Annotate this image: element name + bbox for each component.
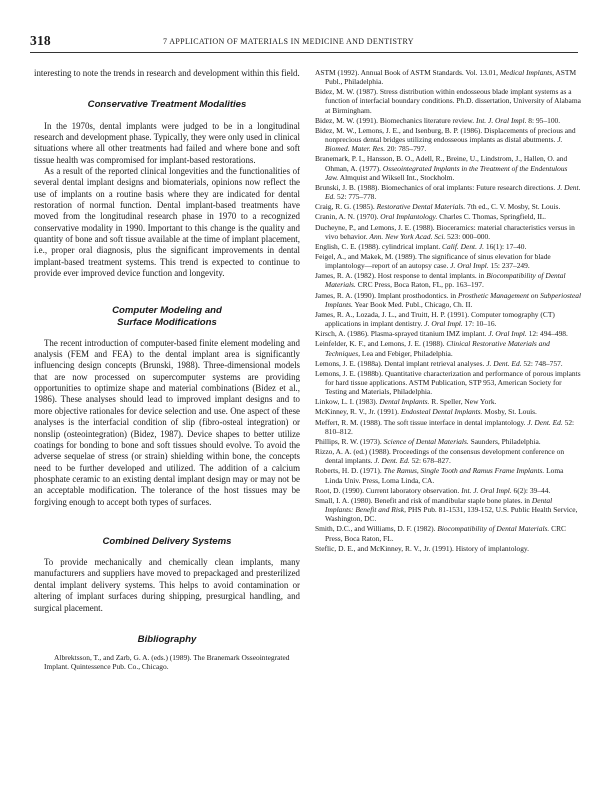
- running-head: 7 APPLICATION OF MATERIALS IN MEDICINE AND DENTISTRY: [163, 37, 414, 46]
- reference-entry: [315, 447, 581, 465]
- reference-text: Almquist and Wiksell Int., Stockholm.: [338, 172, 455, 182]
- reference-text: Bidez, M. W. (1987). Stress distribution within endosseous blade implant systems as a function of interfacial boundary conditions. Ph.D. dissertation, University of Alabama at Birmingham.: [315, 87, 581, 115]
- reference-text: 20: 785–797.: [385, 144, 427, 154]
- reference-entry: [315, 486, 581, 495]
- paragraph: The recent introduction of computer-based finite element modeling and analysis (FEM and FEA) to the dental implant area is significantly influencing design concepts (Brunski, 1988). Three-dimensional models that are now processed on supercomputer systems are providing opportunities to optimize shape and material combinations (Bidez et al., 1986). These analyses should lead to improved implant designs and to more objective rationales for device selection and use. One aspect of these analyses is the interfacial condition of slip (fibro-osteal integration) or nonslip (osteointegration) (Bidez, 1987). Device shapes to better utilize coatings for bonding to bone and soft tissues should evolve. To avoid the adverse sequelae of stress (or strain) shielding within bone, the concepts need to be further developed and utilized. The addition of a calcium phosphate ceramic to an existing dental implant design may or may not be an acceptable modification. The tolerance of the host tissues may be forgiving enough to accept both types of surfaces.: [34, 337, 300, 507]
- reference-text: Year Book Med. Publ., Chicago, Ch. II.: [352, 299, 473, 309]
- reference-text: 17: 10–16.: [462, 319, 497, 329]
- reference-text: Smith, D.C., and Williams, D. F. (1982).: [315, 524, 438, 534]
- reference-text: James, R. A., Lozada, J. L., and Truitt, H. P. (1991). Computer tomography (CT) applications in implant dentistry.: [315, 309, 555, 329]
- reference-title: Biocompatibility of Dental Materials.: [437, 524, 550, 534]
- reference-text: Lemons, J. E. (1988a). Dental implant retrieval analyses.: [315, 358, 487, 368]
- reference-title: Int. J. Oral Impl.: [476, 115, 527, 125]
- reference-text: James, R. A. (1990). Implant prosthodontics. in: [315, 290, 458, 300]
- header-rule: [30, 52, 578, 53]
- reference-text: 52: 748–757.: [521, 358, 563, 368]
- reference-title: J. Oral Impl.: [450, 261, 489, 271]
- reference-text: Craig, R. G. (1985).: [315, 202, 377, 212]
- paragraph: To provide mechanically and chemically clean implants, many manufacturers and suppliers have moved to prepackaged and presterilized dental implant delivery systems. This helps to avoid contamination or altering of implant surfaces during shipping, presurgical handling, and surgical placement.: [34, 557, 300, 613]
- left-column: [34, 68, 300, 671]
- reference-text: Root, D. (1990). Current laboratory observation.: [315, 485, 462, 495]
- page-number: 318: [30, 33, 51, 48]
- reference-entry: [315, 126, 581, 153]
- reference-text: ASTM (1992). Annual Book of ASTM Standards. Vol. 13.01,: [315, 68, 500, 77]
- reference-title: The Ramus, Single Tooth and Ramus Frame Implants.: [383, 466, 545, 476]
- reference-text: Kirsch, A. (1986). Plasma-sprayed titanium IMZ implant.: [315, 329, 489, 339]
- reference-title: Dental Implants: Benefit and Risk,: [325, 495, 553, 515]
- reference-text: Leinfelder, K. F., and Lemons, J. E. (1988).: [315, 339, 447, 349]
- reference-text: Ducheyne, P., and Lemons, J. E. (1988). Bioceramics: material characteristics versus in vivo behavior.: [315, 222, 575, 241]
- reference-text: CRC Press, Boca Raton, FL, pp. 163–197.: [355, 280, 484, 290]
- reference-title: J. Dent. Ed.: [486, 358, 522, 368]
- reference-text: Branemark, P. I., Hansson, B. O., Adell, R., Breine, U., Lindstrom, J., Hallen, O. and Ohman, A. (1977).: [315, 154, 568, 173]
- reference-entry: [315, 397, 581, 406]
- reference-entry: [315, 212, 581, 221]
- heading-line: Surface Modifications: [117, 316, 217, 328]
- reference-text: James, R. A. (1982). Host response to dental implants. in: [315, 271, 487, 281]
- paragraph: As a result of the reported clinical longevities and the functionalities of several dental implant designs and biomaterials, opinions now reflect the use of implants on a routine basis where they are indicated for dental restoration of normal function. Dental implant-based treatments have moved from the longitudinal research phase in 1970 to a recognized conservative modality in 1990. Important to this change is the quality and quantity of bone and soft tissue available at the time of implant placement, i.e., proper oral diagnosis, plus the significant improvements in dental implant-based treatment systems. This trend is expected to continue to provide ever improved device function and longevity.: [34, 165, 300, 279]
- heading-line: Computer Modeling and: [112, 305, 222, 317]
- reference-title: Osseointegrated Implants in the Treatment of the Endentulous Jaw.: [325, 163, 568, 182]
- reference-title: Ann. New York Acad. Sci.: [369, 231, 446, 241]
- reference-text: 12: 494–498.: [526, 329, 568, 339]
- reference-text: 6(2): 39–44.: [511, 485, 551, 495]
- intro-paragraph: interesting to note the trends in research and development within this field.: [34, 68, 300, 78]
- reference-text: Lea and Febiger, Philadelphia.: [360, 348, 453, 358]
- heading-computer-modeling: [34, 305, 300, 327]
- reference-title: Medical Implants,: [499, 68, 554, 77]
- reference-text: Steflic, D. E., and McKinney, R. V., Jr. (1991). History of implantology.: [315, 543, 530, 553]
- reference-title: Restorative Dental Materials.: [376, 202, 466, 212]
- reference-text: Brunski, J. B. (1988). Biomechanics of oral implants: Future research directions.: [315, 182, 558, 192]
- reference-text: Loma Linda Univ. Press, Loma Linda, CA.: [325, 466, 564, 485]
- reference-title: Int. J. Oral Impl.: [461, 485, 512, 495]
- heading-combined-delivery: Combined Delivery Systems: [102, 535, 232, 547]
- reference-title: Oral Implantology.: [380, 212, 438, 222]
- reference-text: Meffert, R. M. (1988). The soft tissue interface in dental implantology.: [315, 417, 528, 427]
- reference-text: 52: 678–827.: [409, 456, 451, 466]
- heading-conservative-treatment: Conservative Treatment Modalities: [87, 99, 247, 111]
- reference-text: Charles C. Thomas, Springfield, IL.: [437, 212, 547, 222]
- reference-text: Cranin, A. N. (1970).: [315, 212, 381, 222]
- reference-text: Bidez, M. W., Lemons, J. E., and Isenburg, B. P. (1986). Displacements of precious and nonprecious dental bridges utilizing endosseous implants as distal abutments.: [315, 125, 576, 145]
- reference-entry: [315, 524, 581, 542]
- reference-text: PHS Pub. 81-1531, 139-152, U.S. Public Health Service, Washington, DC.: [325, 505, 578, 524]
- reference-text: Roberts, H. D. (1971).: [315, 466, 384, 476]
- reference-text: Small, I. A. (1980). Benefit and risk of mandibular staple bone plates. in: [315, 495, 532, 505]
- reference-title: Calif. Dent. J.: [442, 241, 484, 251]
- reference-text: 52: 775–778.: [335, 192, 377, 202]
- reference-title: Prosthetic Management on Subperiosteal Implants.: [325, 290, 582, 309]
- reference-text: Feigel, A., and Makek, M. (1989). The significance of sinus elevation for blade implantology—report of an autopsy case.: [315, 251, 551, 271]
- reference-text: 52: 810–812.: [325, 417, 575, 436]
- reference-entry: Albrektsson, T., and Zarb, G. A. (eds.) (1989). The Branemark Osseointegrated Implant. Quintessence Pub. Co., Chicago.: [44, 653, 290, 672]
- reference-title: Endosteal Dental Implants.: [400, 407, 483, 417]
- reference-entry: [315, 68, 581, 86]
- reference-text: McKinney, R. V., Jr. (1991).: [315, 407, 401, 417]
- right-column: [315, 68, 581, 554]
- reference-title: J. Oral Impl.: [488, 329, 527, 339]
- reference-entry: [315, 329, 581, 338]
- reference-entry: [315, 183, 581, 201]
- reference-entry: [315, 310, 581, 328]
- reference-entry: [315, 359, 581, 368]
- reference-entry: [315, 418, 581, 436]
- reference-entry: [315, 369, 581, 396]
- reference-entry: [315, 496, 581, 523]
- paragraph: In the 1970s, dental implants were judged to be in a longitudinal research and development phase. Typically, they were only used in clinical situations where all other treatments had failed and where bone and soft tissue health was compromised for implant-based restorations.: [34, 120, 300, 165]
- reference-entry: [315, 242, 581, 251]
- reference-title: Biocompatibility of Dental Materials.: [325, 271, 566, 290]
- reference-text: 8: 95–100.: [526, 115, 561, 125]
- reference-entry: [315, 223, 581, 241]
- reference-title: J. Dent. Ed.: [325, 182, 581, 202]
- reference-title: J. Dent. Ed.: [374, 456, 410, 466]
- reference-title: J. Oral Impl.: [424, 319, 463, 329]
- reference-text: 7th ed., C. V. Mosby, St. Louis.: [465, 202, 561, 212]
- reference-title: J. Biomed. Mater. Res.: [325, 135, 563, 154]
- reference-entry: [315, 291, 581, 309]
- reference-entry: [315, 87, 581, 114]
- reference-text: Saunders, Philadelphia.: [468, 436, 541, 446]
- reference-text: Lemons, J. E. (1988b). Quantitative characterization and performance of porous implants for hard tissue applications. ASTM Publication, STP 953, American Society for Testing and Materials, Philadelphia.: [315, 368, 581, 397]
- reference-entry: [315, 544, 581, 553]
- reference-title: J. Dent. Ed.: [527, 417, 563, 427]
- reference-text: Phillips, R. W. (1973).: [315, 436, 384, 446]
- reference-entry: [315, 252, 581, 270]
- reference-entry: [315, 154, 581, 181]
- reference-text: 16(1): 17–40.: [483, 241, 527, 251]
- reference-entry: [315, 437, 581, 446]
- reference-text: Mosby, St. Louis.: [482, 407, 537, 417]
- reference-title: Clinical Restorative Materials and Techniques,: [325, 339, 550, 358]
- reference-text: Rizzo, A. A. (ed.) (1988). Proceedings of the consensus development conference on dental implants.: [315, 447, 565, 466]
- reference-title: Dental Implants.: [379, 397, 430, 407]
- reference-text: Bidez, M. W. (1991). Biomechanics literature review.: [315, 115, 477, 125]
- reference-text: R. Speller, New York.: [429, 397, 497, 407]
- reference-entry: [315, 202, 581, 211]
- reference-entry: [315, 407, 581, 416]
- reference-text: CRC Press, Boca Raton, FL.: [325, 524, 567, 543]
- reference-text: 523: 000–000.: [445, 231, 491, 241]
- reference-text: English, C. E. (1988). cylindrical implant.: [315, 241, 443, 251]
- reference-text: ASTM Publ., Philadelphia.: [325, 68, 577, 87]
- reference-entry: [315, 339, 581, 357]
- reference-text: Linkow, L. I. (1983).: [315, 397, 380, 407]
- reference-text: 15: 237–249.: [488, 261, 530, 271]
- reference-entry: [315, 116, 581, 125]
- heading-bibliography: Bibliography: [137, 633, 197, 645]
- reference-title: Science of Dental Materials.: [383, 436, 469, 446]
- reference-entry: [315, 271, 581, 289]
- reference-entry: [315, 466, 581, 484]
